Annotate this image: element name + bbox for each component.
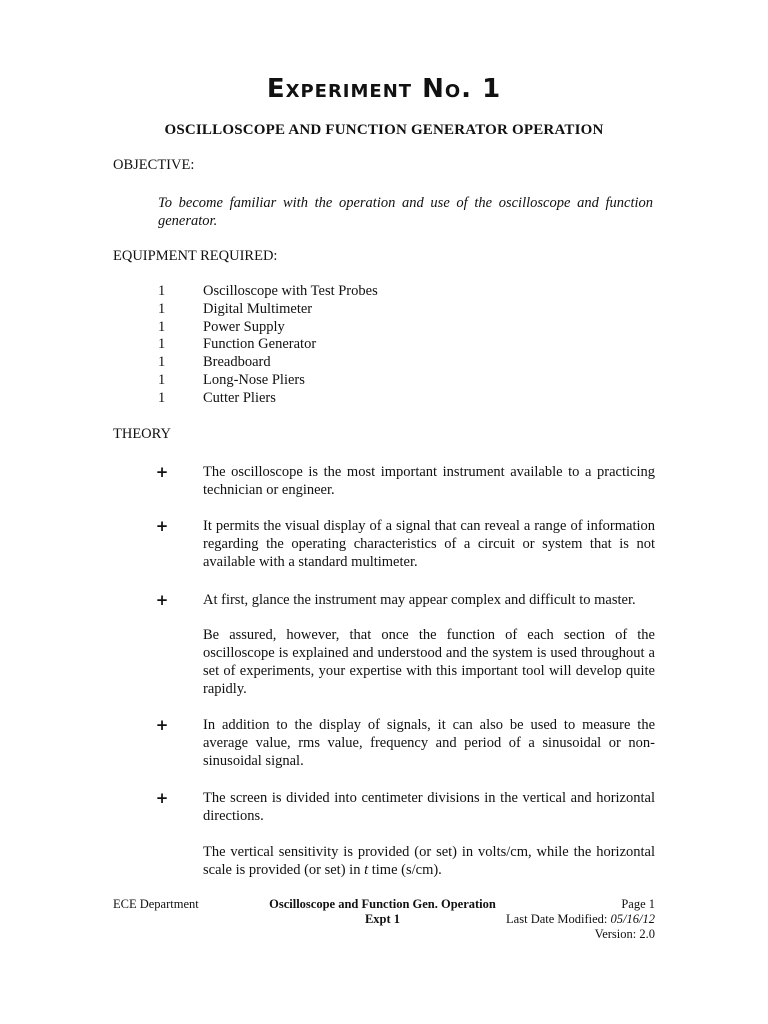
equipment-list bbox=[158, 283, 378, 408]
equipment-name: Oscilloscope with Test Probes bbox=[203, 283, 378, 299]
equipment-name: Long-Nose Pliers bbox=[203, 371, 305, 388]
theory-paragraph: The screen is divided into centimeter divisions in the vertical and horizontal directions. bbox=[203, 790, 655, 824]
equipment-qty: 1 bbox=[158, 389, 166, 406]
equipment-name: Power Supply bbox=[203, 318, 285, 335]
experiment-subtitle: OSCILLOSCOPE AND FUNCTION GENERATOR OPERATION bbox=[164, 122, 604, 138]
theory-paragraph: In addition to the display of signals, it can also be used to measure the average value, rms value, frequency and period of a sinusoidal or non-sinusoidal signal. bbox=[203, 717, 655, 769]
equipment-qty: 1 bbox=[158, 354, 166, 371]
bullet-plus-icon: + bbox=[155, 517, 169, 535]
theory-text-part: The vertical sensitivity is provided (or set) in volts/cm, while the horizontal scale is provided (or set) in bbox=[203, 844, 655, 878]
theory-paragraph bbox=[203, 843, 655, 879]
theory-paragraph: It permits the visual display of a signal that can reveal a range of information regarding the operating characteristics of a circuit or system that is not available with a standard multimeter. bbox=[203, 518, 655, 570]
theory-paragraph: Be assured, however, that once the function of each section of the oscilloscope is explained and understood and the system is used throughout a set of experiments, your expertise with this important tool will develop quite rapidly. bbox=[203, 627, 655, 697]
equipment-qty: 1 bbox=[158, 318, 166, 335]
equipment-qty: 1 bbox=[158, 336, 166, 353]
theory-paragraph: The oscilloscope is the most important instrument available to a practicing technician or engineer. bbox=[203, 464, 655, 498]
footer-department: ECE Department bbox=[113, 897, 199, 911]
equipment-item bbox=[158, 319, 378, 337]
footer-modified-label: Last Date Modified: bbox=[506, 912, 608, 926]
equipment-item bbox=[158, 354, 378, 372]
equipment-item bbox=[158, 372, 378, 390]
theory-heading: THEORY bbox=[113, 426, 171, 442]
footer-modified-date: 05/16/12 bbox=[610, 912, 655, 926]
equipment-qty: 1 bbox=[158, 300, 166, 317]
theory-paragraph: At first, glance the instrument may appear complex and difficult to master. bbox=[203, 592, 636, 608]
footer-modified bbox=[480, 912, 655, 927]
bullet-plus-icon: + bbox=[155, 591, 169, 609]
footer-course bbox=[255, 897, 510, 927]
experiment-title: Experiment No. 1 bbox=[266, 74, 502, 104]
equipment-item bbox=[158, 390, 378, 408]
bullet-plus-icon: + bbox=[155, 463, 169, 481]
equipment-item bbox=[158, 301, 378, 319]
footer-expt: Expt 1 bbox=[364, 912, 401, 926]
footer-meta bbox=[480, 897, 655, 942]
equipment-name: Breadboard bbox=[203, 354, 271, 371]
footer-page: Page 1 bbox=[621, 897, 655, 911]
bullet-plus-icon: + bbox=[155, 716, 169, 734]
equipment-name: Digital Multimeter bbox=[203, 300, 313, 317]
objective-text: To become familiar with the operation and use of the oscilloscope and function generator. bbox=[158, 195, 653, 229]
objective-heading: OBJECTIVE: bbox=[113, 157, 195, 173]
theory-text-part: time (s/cm). bbox=[371, 862, 442, 878]
time-variable: t bbox=[364, 862, 369, 878]
bullet-plus-icon: + bbox=[155, 789, 169, 807]
equipment-item bbox=[158, 283, 378, 301]
equipment-item bbox=[158, 336, 378, 354]
equipment-name: Function Generator bbox=[203, 336, 317, 353]
equipment-qty: 1 bbox=[158, 371, 166, 388]
equipment-name: Cutter Pliers bbox=[203, 389, 276, 406]
footer-course-title: Oscilloscope and Function Gen. Operation bbox=[269, 897, 496, 911]
footer-version: Version: 2.0 bbox=[594, 927, 655, 941]
equipment-qty: 1 bbox=[158, 283, 166, 299]
equipment-heading: EQUIPMENT REQUIRED: bbox=[113, 248, 278, 264]
